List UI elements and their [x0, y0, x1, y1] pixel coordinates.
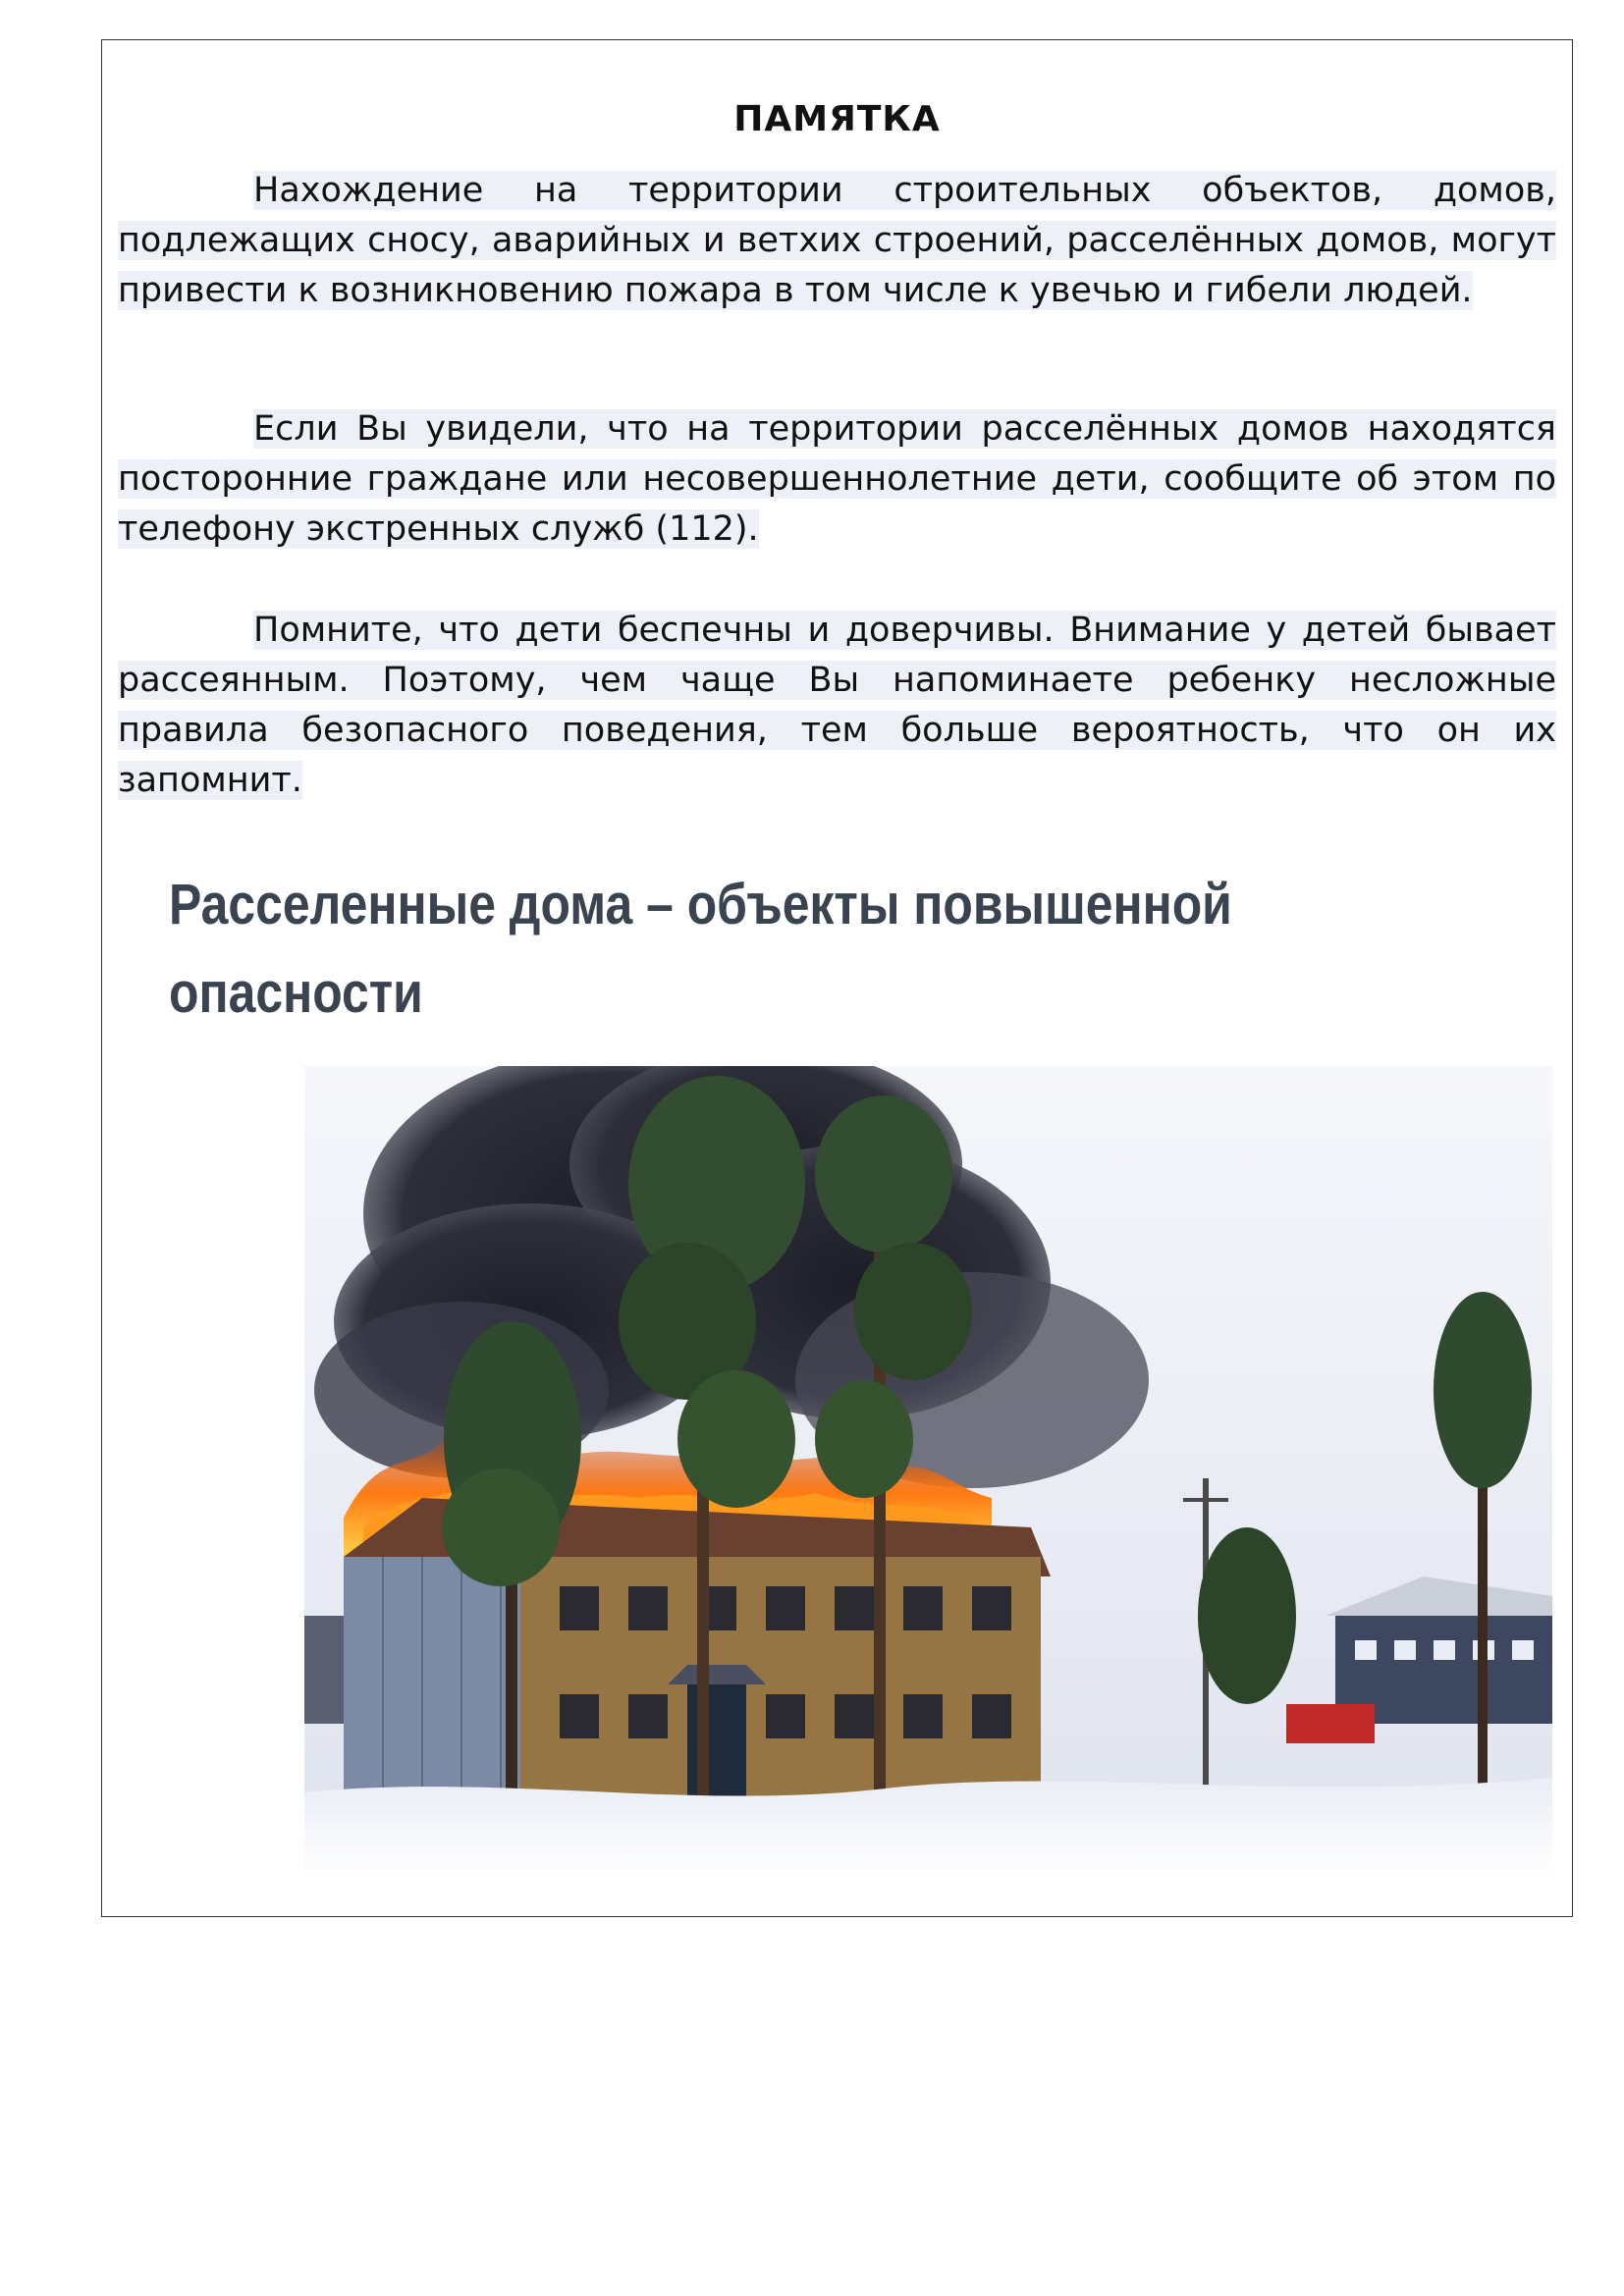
- warning-illustration: [118, 855, 1552, 1878]
- illustration-heading-line-2: опасности: [169, 961, 423, 1025]
- page-title: ПАМЯТКА: [733, 99, 941, 139]
- paragraph-report-instructions: [118, 404, 1556, 555]
- illustration-heading-line-1: Расселенные дома – объекты повышенной: [169, 873, 1232, 936]
- paragraph-text: Нахождение на территории строительных объектов, домов, подлежащих сносу, аварийных и ветхих строений, расселённых домов, могут привести к возникновению пожара в том числе к увечью и гибели людей.: [118, 171, 1556, 310]
- paragraph-text: Помните, что дети беспечны и доверчивы. Внимание у детей бывает рассеянным. Поэтому, чем чаще Вы напоминаете ребенку несложные правила безопасного поведения, тем больше вероятность, что он их запомнит.: [118, 611, 1556, 800]
- paragraph-text: Если Вы увидели, что на территории расселённых домов находятся посторонние граждане или несовершеннолетние дети, сообщите об этом по телефону экстренных служб (112).: [118, 409, 1556, 549]
- document-frame: [101, 39, 1573, 1917]
- illustration-heading: [169, 861, 1267, 1038]
- paragraph-danger-warning: [118, 166, 1556, 316]
- paragraph-children-safety: [118, 606, 1556, 806]
- burning-house-photo: [304, 1066, 1552, 1878]
- fire-truck: [1286, 1704, 1375, 1743]
- snow-ground: [304, 1778, 1552, 1878]
